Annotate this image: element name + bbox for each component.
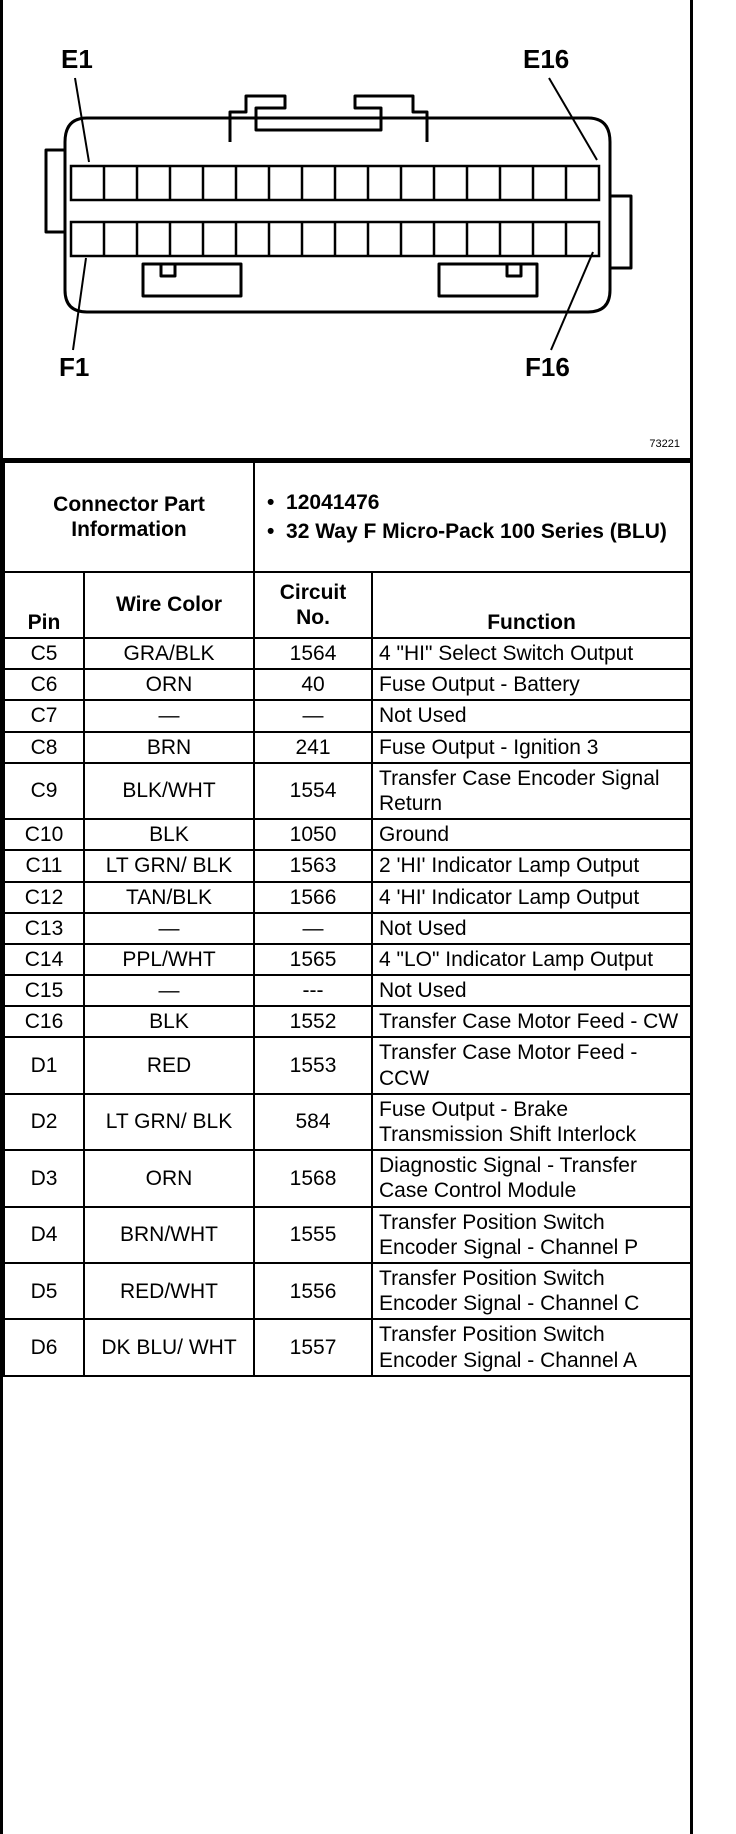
wire-color-cell: — — [84, 975, 254, 1006]
table-row — [4, 763, 691, 819]
table-row — [4, 975, 691, 1006]
pin-cell: C15 — [4, 975, 84, 1006]
wire-color-cell: BRN — [84, 732, 254, 763]
circuit-cell: 1555 — [254, 1207, 372, 1263]
function-cell: 4 'HI' Indicator Lamp Output — [372, 882, 691, 913]
wire-color-cell: DK BLU/ WHT — [84, 1319, 254, 1375]
table-row — [4, 1207, 691, 1263]
function-cell: Fuse Output - Ignition 3 — [372, 732, 691, 763]
function-cell: Transfer Case Encoder Signal Return — [372, 763, 691, 819]
table-row — [4, 700, 691, 731]
circuit-cell: 40 — [254, 669, 372, 700]
header-function: Function — [372, 572, 691, 638]
connector-drawing — [3, 0, 690, 458]
table-row — [4, 882, 691, 913]
table-row — [4, 1037, 691, 1093]
wire-color-cell: LT GRN/ BLK — [84, 850, 254, 881]
callout-f16: F16 — [525, 352, 570, 382]
circuit-cell: 1553 — [254, 1037, 372, 1093]
function-cell: Fuse Output - Brake Transmission Shift Interlock — [372, 1094, 691, 1150]
part-number-text: 12041476 — [286, 491, 380, 515]
connector-info-row — [4, 462, 691, 572]
circuit-cell: --- — [254, 975, 372, 1006]
pin-cell: C14 — [4, 944, 84, 975]
wire-color-cell: BRN/WHT — [84, 1207, 254, 1263]
function-cell: Transfer Position Switch Encoder Signal - Channel C — [372, 1263, 691, 1319]
circuit-cell: 584 — [254, 1094, 372, 1150]
header-circuit-no: Circuit No. — [254, 572, 372, 638]
connector-part-number: • 12041476 — [267, 491, 380, 515]
function-cell: Not Used — [372, 975, 691, 1006]
wire-color-cell: PPL/WHT — [84, 944, 254, 975]
pin-cell: D6 — [4, 1319, 84, 1375]
function-cell: Fuse Output - Battery — [372, 669, 691, 700]
pin-cell: D3 — [4, 1150, 84, 1206]
circuit-cell: 1050 — [254, 819, 372, 850]
header-wire-color: Wire Color — [84, 572, 254, 638]
pin-cell: C11 — [4, 850, 84, 881]
function-cell: Transfer Position Switch Encoder Signal - Channel A — [372, 1319, 691, 1375]
wire-color-cell: BLK/WHT — [84, 763, 254, 819]
circuit-cell: 1552 — [254, 1006, 372, 1037]
callout-e1: E1 — [61, 44, 93, 74]
circuit-cell: 1565 — [254, 944, 372, 975]
circuit-cell: — — [254, 913, 372, 944]
function-cell: 4 "HI" Select Switch Output — [372, 638, 691, 669]
wire-color-cell: TAN/BLK — [84, 882, 254, 913]
table-row — [4, 1150, 691, 1206]
table-row — [4, 1006, 691, 1037]
pin-cell: D4 — [4, 1207, 84, 1263]
wire-color-cell: ORN — [84, 1150, 254, 1206]
circuit-cell: 1566 — [254, 882, 372, 913]
circuit-cell: 1554 — [254, 763, 372, 819]
function-cell: Not Used — [372, 913, 691, 944]
connector-info-list — [254, 462, 691, 572]
table-row — [4, 850, 691, 881]
circuit-cell: 1556 — [254, 1263, 372, 1319]
circuit-cell: 1563 — [254, 850, 372, 881]
circuit-cell: 1564 — [254, 638, 372, 669]
pin-cell: C10 — [4, 819, 84, 850]
wire-color-cell: BLK — [84, 1006, 254, 1037]
function-cell: Transfer Case Motor Feed - CCW — [372, 1037, 691, 1093]
pinout-table — [3, 461, 692, 1377]
circuit-cell: 1568 — [254, 1150, 372, 1206]
callout-e16: E16 — [523, 44, 570, 74]
table-header-row — [4, 572, 691, 638]
connector-description: • 32 Way F Micro-Pack 100 Series (BLU) — [267, 519, 667, 543]
table-row — [4, 944, 691, 975]
table-row — [4, 913, 691, 944]
function-cell: Transfer Case Motor Feed - CW — [372, 1006, 691, 1037]
wire-color-cell: ORN — [84, 669, 254, 700]
pin-cell: C16 — [4, 1006, 84, 1037]
table-row — [4, 1094, 691, 1150]
pin-cell: C13 — [4, 913, 84, 944]
circuit-cell: 1557 — [254, 1319, 372, 1375]
pin-cell: C6 — [4, 669, 84, 700]
pin-cell: D5 — [4, 1263, 84, 1319]
figure-number: 73221 — [649, 438, 680, 450]
function-cell: 4 "LO" Indicator Lamp Output — [372, 944, 691, 975]
table-row — [4, 819, 691, 850]
function-cell: 2 'HI' Indicator Lamp Output — [372, 850, 691, 881]
table-row — [4, 1263, 691, 1319]
wire-color-cell: LT GRN/ BLK — [84, 1094, 254, 1150]
function-cell: Not Used — [372, 700, 691, 731]
pin-cell: C9 — [4, 763, 84, 819]
table-row — [4, 669, 691, 700]
connector-diagram — [3, 0, 690, 461]
connector-info-label: Connector Part Information — [4, 462, 254, 572]
function-cell: Ground — [372, 819, 691, 850]
pin-cell: C7 — [4, 700, 84, 731]
function-cell: Transfer Position Switch Encoder Signal - Channel P — [372, 1207, 691, 1263]
circuit-cell: 241 — [254, 732, 372, 763]
connector-description-text: 32 Way F Micro-Pack 100 Series (BLU) — [286, 519, 667, 543]
wire-color-cell: — — [84, 913, 254, 944]
pin-cell: C5 — [4, 638, 84, 669]
wire-color-cell: GRA/BLK — [84, 638, 254, 669]
table-row — [4, 732, 691, 763]
pin-cell: C12 — [4, 882, 84, 913]
table-row — [4, 638, 691, 669]
header-pin: Pin — [4, 572, 84, 638]
pin-cell: D1 — [4, 1037, 84, 1093]
callout-f1: F1 — [59, 352, 90, 382]
function-cell: Diagnostic Signal - Transfer Case Control Module — [372, 1150, 691, 1206]
wire-color-cell: RED/WHT — [84, 1263, 254, 1319]
table-row — [4, 1319, 691, 1375]
circuit-cell: — — [254, 700, 372, 731]
pin-cell: D2 — [4, 1094, 84, 1150]
pin-cell: C8 — [4, 732, 84, 763]
wire-color-cell: BLK — [84, 819, 254, 850]
wire-color-cell: — — [84, 700, 254, 731]
wire-color-cell: RED — [84, 1037, 254, 1093]
